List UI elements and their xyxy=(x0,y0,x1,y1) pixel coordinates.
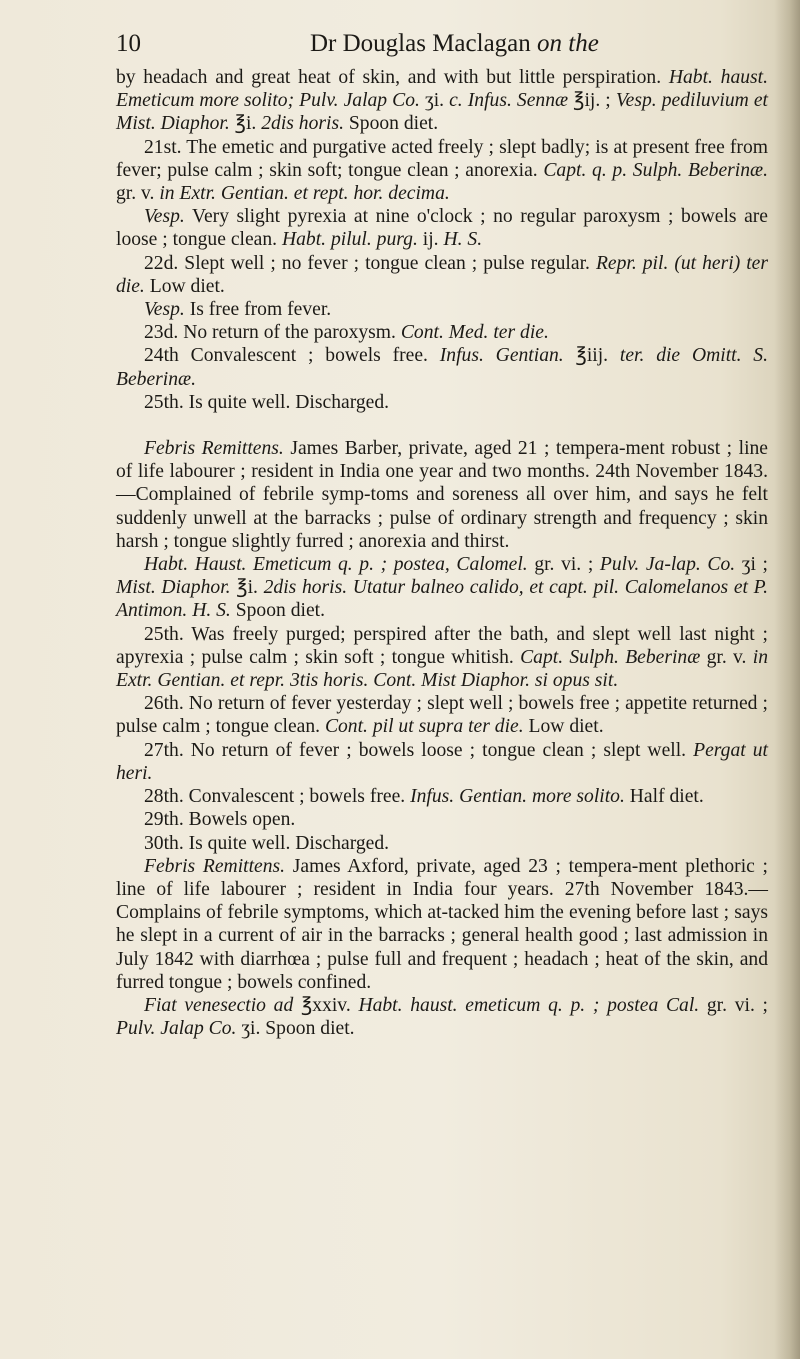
paragraph xyxy=(116,437,768,553)
text-run: Low diet. xyxy=(523,716,604,738)
text-run: Very slight pyrexia at nine o'clock ; no regular paroxysm ; bowels are loose ; tongue clean. xyxy=(116,206,768,251)
text-run: 29th. Bowels open. xyxy=(144,809,296,831)
paragraph xyxy=(116,205,768,251)
italic-text-run: ter. die Omitt. S. Beberinæ. xyxy=(116,345,768,390)
paragraph xyxy=(116,692,768,738)
italic-text-run: Febris Remittens. xyxy=(144,438,284,460)
italic-text-run: Capt. Sulph. Beberinæ xyxy=(520,646,701,668)
text-run: 24th Convalescent ; bowels free. xyxy=(144,345,440,367)
text-run: Spoon diet. xyxy=(230,600,326,622)
italic-text-run: Habt. haust. emeticum q. p. ; postea Cal. xyxy=(358,994,700,1016)
paragraph xyxy=(116,739,768,785)
paragraph xyxy=(116,391,768,414)
italic-text-run: Cont. Med. ter die. xyxy=(400,322,549,344)
italic-text-run: Vesp. pediluvium et Mist. Diaphor. xyxy=(116,90,768,135)
text-run: ij. xyxy=(417,229,444,251)
text-run: Half diet. xyxy=(624,786,704,808)
text-run: Low diet. xyxy=(144,275,225,297)
italic-text-run: Infus. Gentian. more solito. xyxy=(410,786,625,808)
italic-text-run: Pergat ut heri. xyxy=(116,739,768,784)
paragraph xyxy=(116,298,768,321)
italic-text-run: Vesp. xyxy=(144,299,185,321)
italic-text-run: in Extr. Gentian. et rept. hor. decima. xyxy=(159,183,450,205)
paragraph xyxy=(116,994,768,1040)
text-run: 30th. Is quite well. Discharged. xyxy=(144,832,390,854)
paragraph xyxy=(116,136,768,206)
running-title-author: Dr Douglas Maclagan xyxy=(310,30,531,57)
paragraph xyxy=(116,785,768,808)
text-run: gr. vi. ; xyxy=(527,554,600,576)
italic-text-run: H. S. xyxy=(443,229,483,251)
italic-text-run: Infus. Gentian. xyxy=(439,345,564,367)
paragraph xyxy=(116,252,768,298)
text-run: ℥xxiv. xyxy=(293,994,359,1016)
text-run: James Barber, private, aged 21 ; tempera-ment robust ; line of life labourer ; resident in India one year and two months. 24th November 1843.—Complained of febrile symp-toms and soreness all over him, and says he felt suddenly unwell at the barracks ; pulse of ordinary strength and frequency ; skin harsh ; tongue slightly furred ; anorexia and thirst. xyxy=(116,438,769,552)
text-run: ʒi ; xyxy=(735,554,768,576)
italic-text-run: Capt. q. p. Sulph. Beberinæ. xyxy=(543,159,768,181)
text-run: 25th. Was freely purged; perspired after the bath, and slept well last night ; apyrexia ; pulse calm ; skin soft ; tongue whitish. xyxy=(116,623,768,668)
italic-text-run: Habt. Haust. Emeticum q. p. ; postea, Calomel. xyxy=(144,554,528,576)
page-edge-shadow xyxy=(774,0,800,1359)
italic-text-run: Vesp. xyxy=(144,206,185,228)
italic-text-run: 2dis horis. Utatur balneo calido, et capt. pil. Calomelanos et P. Antimon. H. S. xyxy=(116,577,768,622)
italic-text-run: Febris Remittens. xyxy=(144,855,286,877)
text-run: 28th. Convalescent ; bowels free. xyxy=(144,786,411,808)
text-run: ℥ij. ; xyxy=(568,90,616,112)
italic-text-run: Cont. pil ut supra ter die. xyxy=(324,716,524,738)
paragraph xyxy=(116,832,768,855)
text-run: by headach and great heat of skin, and with but little perspiration. xyxy=(116,67,669,88)
italic-text-run: Mist. Diaphor. xyxy=(116,577,231,599)
italic-text-run: Fiat venesectio ad xyxy=(144,994,294,1016)
text-run: 27th. No return of fever ; bowels loose ; tongue clean ; slept well. xyxy=(144,739,694,761)
text-run: 23d. No return of the paroxysm. xyxy=(144,322,401,344)
paragraph xyxy=(116,623,768,693)
text-run: James Axford, private, aged 23 ; tempera-ment plethoric ; line of life labourer ; resident in India four years. 27th November 1843.—Complains of febrile symptoms, which at-tacked him the evening before last ; says he slept in a current of air in the barracks ; general health good ; last admission in July 1842 with diarrhœa ; pulse full and frequent ; headach ; heat of the skin, and furred tongue ; bowels confined. xyxy=(116,855,768,993)
text-run: ℥i. xyxy=(230,577,264,599)
page-number: 10 xyxy=(116,30,141,57)
text-run: gr. v. xyxy=(116,183,160,205)
text-run: gr. vi. ; xyxy=(699,994,769,1016)
body-text xyxy=(116,66,768,1040)
paragraph xyxy=(116,344,768,390)
italic-text-run: Habt. haust. Emeticum more solito; Pulv. Jalap Co. xyxy=(116,67,768,112)
text-run: ℥iij. xyxy=(563,345,620,367)
italic-text-run: Habt. pilul. purg. xyxy=(281,229,418,251)
text-run: 26th. No return of fever yesterday ; slept well ; bowels free ; appetite returned ; pulse calm ; tongue clean. xyxy=(116,693,768,738)
running-title xyxy=(310,30,599,58)
italic-text-run: Pulv. Jalap Co. xyxy=(116,1018,237,1040)
text-run: 22d. Slept well ; no fever ; tongue clean ; pulse regular. xyxy=(144,252,596,274)
italic-text-run: Pulv. Ja-lap. Co. xyxy=(599,554,736,576)
running-title-italic: on the xyxy=(537,30,599,57)
text-run: gr. v. xyxy=(700,646,753,668)
text-run: ʒi. Spoon diet. xyxy=(236,1018,355,1040)
text-run: 21st. The emetic and purgative acted freely ; slept badly; is at present free from fever; pulse calm ; skin soft; tongue clean ; anorexia. xyxy=(116,136,768,181)
text-run: 25th. Is quite well. Discharged. xyxy=(144,391,390,413)
paragraph xyxy=(116,66,768,136)
section-gap xyxy=(116,414,768,437)
italic-text-run: 2dis horis. xyxy=(261,113,344,135)
text-run: Spoon diet. xyxy=(343,113,439,135)
paragraph xyxy=(116,321,768,344)
text-run: Is free from fever. xyxy=(184,299,332,321)
italic-text-run: c. Infus. Sennæ xyxy=(449,90,569,112)
paragraph xyxy=(116,553,768,623)
text-run: ℥i. xyxy=(229,113,262,135)
italic-text-run: Repr. pil. (ut heri) ter die. xyxy=(116,252,768,297)
paragraph xyxy=(116,855,768,994)
running-header xyxy=(116,30,756,60)
paragraph xyxy=(116,808,768,831)
text-run: ʒi. xyxy=(419,90,450,112)
italic-text-run: in Extr. Gentian. et repr. 3tis horis. Cont. Mist Diaphor. si opus sit. xyxy=(116,646,768,692)
